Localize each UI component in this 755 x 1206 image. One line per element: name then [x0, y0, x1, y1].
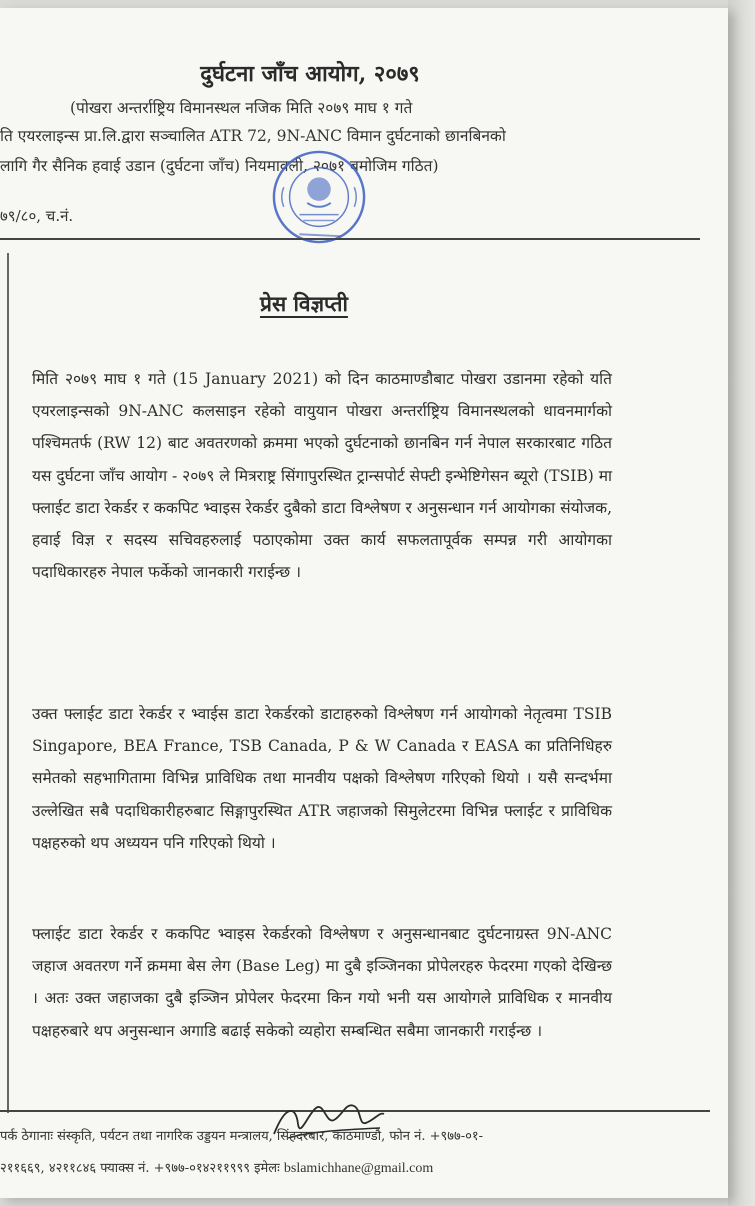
- commission-subtitle-line-2: ति एयरलाइन्स प्रा.लि.द्वारा सञ्चालित ATR 72, 9N-ANC विमान दुर्घटनाको छानबिनको: [0, 127, 506, 145]
- press-paragraph-1: मिति २०७९ माघ १ गते (15 January 2021) को दिन काठमाण्डौबाट पोखरा उडानमा रहेको यति एयरलाइन्सको 9N-ANC कलसाइन रहेको वायुयान पोखरा अन्तर्राष्ट्रिय विमानस्थलको धावनमार्गको पश्चिमतर्फ (RW 12) बाट अवतरणको क्रममा भएको दुर्घटनाको छानबिन गर्न नेपाल सरकारबाट गठित यस दुर्घटना जाँच आयोग - २०७९ ले मित्रराष्ट्र सिंगापुरस्थित ट्रान्सपोर्ट सेफ्टी इन्भेष्टिगेसन ब्यूरो (TSIB) मा फ्लाईट डाटा रेकर्डर र ककपिट भ्वाइस रेकर्डर दुबैको डाटा विश्लेषण र अनुसन्धान गर्न आयोगका संयोजक, हवाई विज्ञ र सदस्य सचिवहरुलाई पठाएकोमा उक्त कार्य सफलतापूर्वक सम्पन्न गरी आयोगका पदाधिकारहरु नेपाल फर्केको जानकारी गराईन्छ ।: [32, 370, 612, 582]
- footer-phone-fax: २११६६९, ४२११८४६ फ्याक्स नं. +९७७-०१४२११९९९ इमेलः: [0, 1161, 280, 1176]
- press-paragraph-2: उक्त फ्लाईट डाटा रेकर्डर र भ्वाईस डाटा रेकर्डरको डाटाहरुको विश्लेषण गर्न आयोगको नेतृत्वमा TSIB Singapore, BEA France, TSB Canada, P & W Canada र EASA का प्रतिनिधिहरु समेतको सहभागितामा विभिन्न प्राविधिक तथा मानवीय पक्षको विश्लेषण गरिएको थियो । यसै सन्दर्भमा उल्लेखित सबै पदाधिकारीहरुबाट सिङ्गापुरस्थित ATR जहाजको सिमुलेटरमा विभिन्न फ्लाईट र प्राविधिक पक्षहरुको थप अध्ययन पनि गरिएको थियो ।: [32, 705, 612, 852]
- header-divider: [0, 238, 700, 240]
- reference-number: ७९/८०, च.नं.: [0, 207, 74, 225]
- page-edge-shadow: [728, 0, 755, 1206]
- official-seal-stamp: [270, 148, 368, 246]
- commission-subtitle-line-1: (पोखरा अन्तर्राष्ट्रिय विमानस्थल नजिक मिति २०७९ माघ १ गते: [70, 99, 413, 117]
- footer-contact-line-2: [0, 1158, 433, 1177]
- footer-contact-line-1: पर्क ठेगानाः संस्कृति, पर्यटन तथा नागरिक उड्डयन मन्त्रालय, सिंहदरबार, काठमाण्डौ, फोन नं. +९७७-०१-: [0, 1129, 484, 1144]
- press-paragraph-3: फ्लाईट डाटा रेकर्डर र ककपिट भ्वाइस रेकर्डरको विश्लेषण र अनुसन्धानबाट दुर्घटनाग्रस्त 9N-ANC जहाज अवतरण गर्ने क्रममा बेस लेग (Base Leg) मा दुबै इञ्जिनका प्रोपेलरहरु फेदरमा गएको देखिन्छ । अतः उक्त जहाजका दुबै इञ्जिन प्रोपेलर फेदरमा किन गयो भनी यस आयोगले प्राविधिक र मानवीय पक्षहरुबारे थप अनुसन्धान अगाडि बढाई सकेको व्यहोरा सम्बन्धित सबैमा जानकारी गराईन्छ ।: [32, 925, 612, 1040]
- document-page: [0, 8, 728, 1198]
- press-release-title: प्रेस विज्ञप्ती: [260, 291, 348, 316]
- commission-subtitle-line-3: लागि गैर सैनिक हवाई उडान (दुर्घटना जाँच) नियमावली, २०७१ बमोजिम गठित): [0, 157, 439, 175]
- commission-title: दुर्घटना जाँच आयोग, २०७९: [200, 61, 420, 87]
- footer-email-link[interactable]: bslamichhane@gmail.com: [283, 1161, 434, 1176]
- left-margin-rule: [7, 253, 9, 1113]
